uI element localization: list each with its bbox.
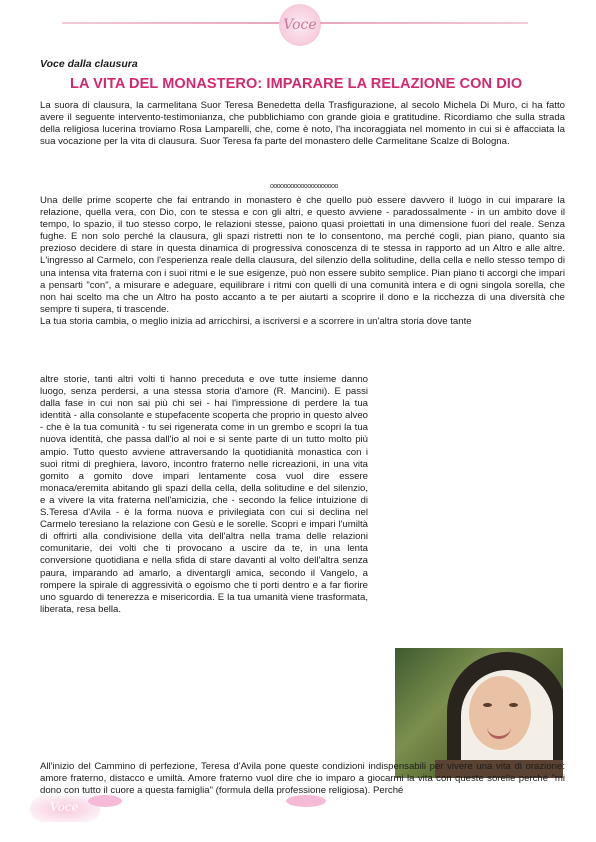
header-rule-right xyxy=(320,22,528,24)
footer-logo-text: Voce xyxy=(50,800,79,814)
article-title: LA VITA DEL MONASTERO: IMPARARE LA RELAZIONE CON DIO xyxy=(70,76,523,92)
header-rule-left xyxy=(62,22,280,24)
separator: oooooooooooooooooooo xyxy=(270,183,338,190)
footer-logo xyxy=(30,796,100,822)
section-label: Voce dalla clausura xyxy=(40,58,138,70)
body-paragraph-1 xyxy=(40,195,565,328)
magazine-logo-text: Voce xyxy=(283,17,317,33)
body-paragraph-2: altre storie, tanti altri volti ti hanno preceduta e ove tutte insieme danno luogo, senza perdersi, a una stessa storia d'amore (R. Mancini). E passi dalla fase in cui non sai più chi sei - hai l'impressione di perdere la tua identità - alla consolante e stupefacente scoperta che proprio in questo alveo - che è la tua comunità - tu sei rigenerata come in un grembo e scopri la tua nuova identità, che passa dall'io al noi e si sente parte di un tutto molto più ampio. Tutto questo avviene attraversando la quotidianità monastica con i suoi ritmi di preghiera, lavoro, incontro fraterno nelle ricreazioni, in una vita gomito a gomito dove impari lentamente cosa vuol dire essere monaca/eremita abitando gli spazi della cella, della solitudine e del silenzio, e a vivere la vita fraterna nell'amicizia, che - secondo la felice intuizione di S.Teresa d'Avila - è la forma nuova e privilegiata con cui si declina nel Carmelo teresiano la relazione con Gesù e le sorelle. Scopri e impari l'umiltà di offrirti alla condivisione della vita dell'altra nella trama delle relazioni comunitarie, dei volti che ti provocano a uscire da te, in una lenta conversione quotidiana e nella sfida di stare davanti al volto dell'altra senza paura, imparando ad amarlo, a diventargli amica, secondo il Vangelo, a rompere la spirale di aggressività o egoismo che ti porti dentro e a far fiorire uno sguardo di tenerezza e misericordia. E la tua umanità viene trasformata, liberata, resa bella. xyxy=(40,374,368,615)
magazine-logo xyxy=(279,4,321,46)
body-paragraph-2-start: La tua storia cambia, o meglio inizia ad arricchirsi, a iscriversi e a scorrere in un'altra storia dove tante xyxy=(40,315,472,327)
body-paragraph-3: All'inizio del Cammino di perfezione, Teresa d'Avila pone queste condizioni indispensabili per vivere una vita di orazione: amore fraterno, distacco e umiltà. Amore fraterno vuol dire che io imparo a giocarmi la vita con queste sorelle perché "mi dono con tutto il cuore a questa famiglia" (formula della professione religiosa). Perché xyxy=(40,761,565,797)
intro-paragraph: La suora di clausura, la carmelitana Suor Teresa Benedetta della Trasfigurazione, al secolo Michela Di Muro, ci ha fatto avere il seguente intervento-testimonianza, che pubblichiamo con grande gioia e gratitudine. Ricordiamo che sulla strada della religiosa lucerina troviamo Rosa Lamparelli, che, come è noto, l'ha incoraggiata nel momento in cui si è affacciata la sua vocazione per la vita di clausura. Suor Teresa fa parte del monastero delle Carmelitane Scalze di Bologna. xyxy=(40,100,565,148)
pink-highlight-mark xyxy=(286,795,326,807)
nun-portrait-photo xyxy=(395,648,563,778)
body-paragraph-1-text: Una delle prime scoperte che fai entrando in monastero è che quello può essere davvero il luogo in cui imparare la relazione, quella vera, con Dio, con te stessa e con gli altri, e questo avviene - paradossalmente - in un ambito dove il tempo, lo spazio, il tuo stesso corpo, le relazioni stesse, paiono quasi proiettati in una dimensione fuori del reale. Senza fughe. E non solo perché la clausura, gli spazi ristretti non te lo consentono, ma perché cogli, pian piano, quanto sia prezioso decidere di stare in questa dinamica di progressiva conoscenza di te stessa in rapporto ad un Altro e alle altre. L'ingresso al Carmelo, con l'esperienza reale della clausura, del silenzio della solitudine, della cella e nello stesso tempo di una intensa vita fraterna con i suoi ritmi e le sue esigenze, può non essere subito semplice. Pian piano ti accorgi che impari a pensarti "con", a misurare e adeguare, equilibrare i ritmi con quelli di una comunità intera e di ogni singola sorella, che non hai scelto ma che un Altro ha posto accanto a te per aiutarti a scoprire il dono e la ricchezza di una diversità che sempre ti supera, ti trascende. xyxy=(40,195,565,315)
